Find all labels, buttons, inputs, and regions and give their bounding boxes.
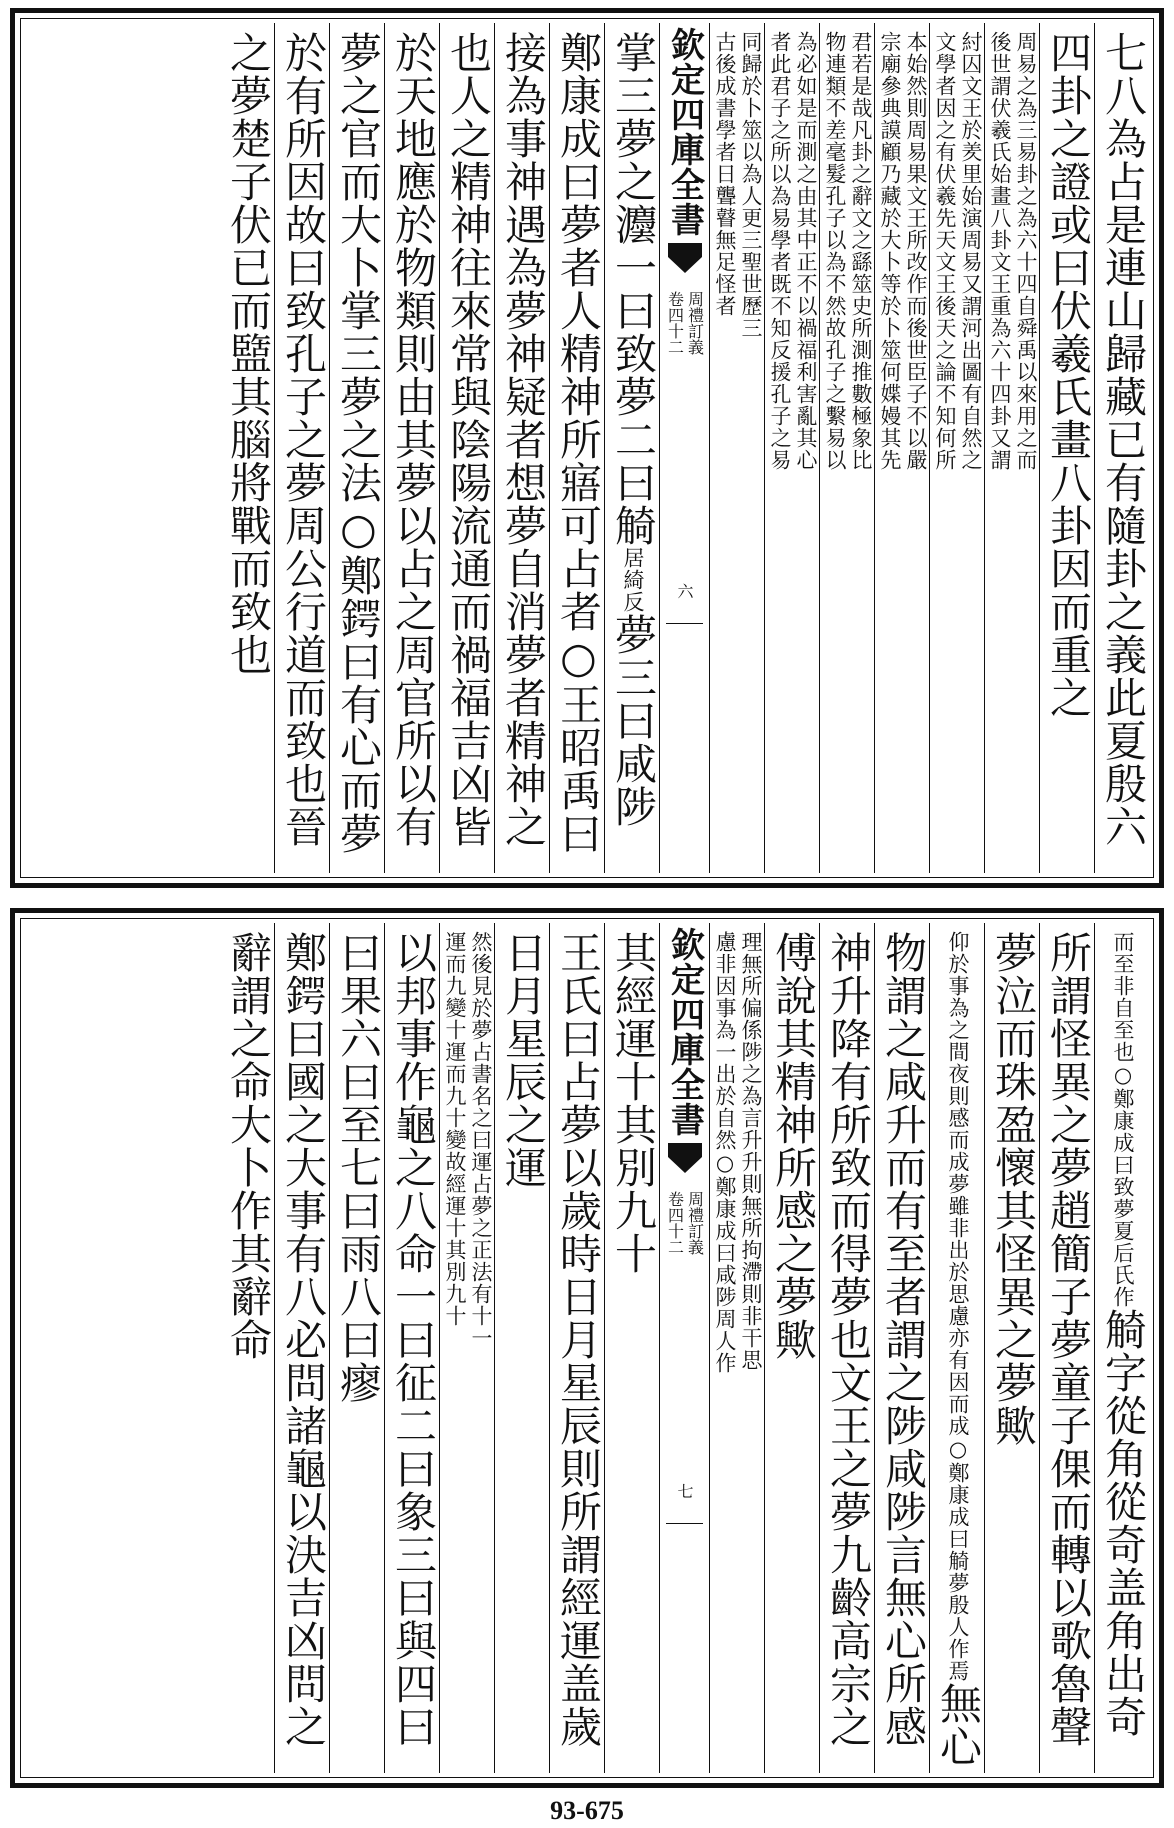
mixed-line (1095, 931, 1149, 1773)
main-text: 鄭鍔曰國之大事有八必問諸龜以決吉凶問之 (279, 931, 328, 1748)
main-text: 接為事神遇為夢神疑者想夢自消夢者精神之 (499, 31, 548, 848)
text-column (274, 23, 329, 873)
note-line: 古後成書學者日聾瞽無足怪者 (713, 31, 737, 317)
main-text: 觭字從角從奇盖角出奇 (1099, 1308, 1148, 1738)
volume-meta (666, 1191, 704, 1255)
note-line: 為必如是而測之由其中正不以禍福利害亂其心 (794, 31, 818, 471)
main-text: 之夢楚子伏已而盬其腦將戰而致也 (224, 31, 273, 676)
leaf-number: 七 (675, 1483, 694, 1499)
mixed-line (605, 31, 659, 828)
main-text: 掌三夢之灋一曰致夢二曰觭 (609, 31, 658, 547)
text-column (494, 23, 549, 873)
book-title: 欽定四庫全書 (664, 27, 705, 237)
bottom-page (10, 908, 1164, 1788)
note-line: 而至非自至也○鄭康 (1111, 931, 1135, 1132)
main-text: 神升降有所致而得夢也文王之夢九齡高宗之 (824, 931, 873, 1748)
note-line: 同歸於卜筮以為人更三聖世歷三 (739, 31, 763, 339)
volume-number: 卷四十二 (665, 291, 685, 355)
main-text: 於有所因故曰致孔子之夢周公行道而致也晉 (279, 31, 328, 848)
main-text: 夢三曰咸陟 (609, 613, 658, 828)
note-line: 成曰致夢夏后氏作 (1111, 1132, 1135, 1308)
text-column (1039, 923, 1094, 1773)
note-line: 紂囚文王於羑里始演周易又謂河出圖有自然之 (959, 31, 983, 471)
book-name: 周禮訂義 (685, 291, 705, 355)
main-text: 日月星辰之運 (499, 931, 548, 1189)
main-text: 王氏曰占夢以歲時日月星辰則所謂經運盖歲 (554, 931, 603, 1748)
text-column (709, 923, 764, 1773)
mixed-line (985, 931, 1039, 1773)
note-line: 慮非因事為一出於自然○鄭康成曰咸陟周人作 (713, 931, 737, 1374)
annotation-note (621, 547, 645, 613)
note-line: 者此君子之所以為易學者既不知反援孔子之易 (768, 31, 792, 471)
text-column (604, 923, 659, 1773)
note-line: 周易之為三易卦之為六十四自舜禹以來用之而 (1014, 31, 1038, 471)
annotation-note (946, 931, 970, 1682)
leaf-number: 六 (675, 583, 694, 599)
mixed-line (495, 931, 549, 1773)
text-column (1039, 23, 1094, 873)
volume-meta (666, 291, 704, 355)
note-line: 居綺 (621, 547, 645, 591)
text-column (929, 23, 984, 873)
note-line: 宗廟參典謨顧乃藏於大卜等於卜筮何媟嫚其先 (878, 31, 902, 471)
fish-tail-ornament (666, 1143, 704, 1183)
text-column (384, 23, 439, 873)
mixed-line (1040, 31, 1094, 873)
main-text: 以邦事作龜之八命一曰征二曰象三曰與四曰 (389, 931, 438, 1748)
text-column (549, 23, 604, 873)
note-line: 君若是哉凡卦之辭文之繇筮史所測推數極象比 (849, 31, 873, 471)
note-line: 文學者因之有伏羲先天文王後天之論不知何所 (933, 31, 957, 471)
main-text: 其經運十其別九十 (609, 931, 658, 1275)
text-column (219, 923, 274, 1773)
fish-tail-ornament (666, 243, 704, 283)
text-column (604, 23, 659, 873)
bottom-columns (25, 923, 1149, 1773)
main-text: 所謂怪異之夢趙簡子夢童子倮而轉以歌魯聲 (1044, 931, 1093, 1748)
text-column (764, 923, 819, 1773)
main-text: 傅說其精神所感之夢歟 (769, 931, 818, 1361)
text-column (984, 923, 1039, 1773)
note-line: 然後見於夢占書名之曰運占夢之正法有十一 (469, 931, 493, 1349)
main-text: 四卦之證或曰伏羲氏畫八卦因而重之 (1044, 31, 1093, 719)
main-text: 夢泣而珠盈懷其怪異之夢歟 (989, 931, 1038, 1447)
text-column (1094, 923, 1149, 1773)
main-text: 無心 (934, 1682, 983, 1768)
page-number: 93-675 (550, 1796, 624, 1825)
note-line: 理無所偏係陟之為言升升則無所拘滯則非干思 (739, 931, 763, 1371)
note-line: 物連類不差毫髮孔子以為不然故孔子之繫易以 (823, 31, 847, 471)
text-column (1094, 23, 1149, 873)
text-column (219, 23, 274, 873)
text-column (819, 23, 874, 873)
main-text: 也人之精神往來常與陰陽流通而禍福吉凶皆 (444, 31, 493, 848)
text-column (929, 923, 984, 1773)
note-line: 後世謂伏羲氏始畫八卦文王重為六十四卦又謂 (988, 31, 1012, 471)
note-line: 運而九變十運而九十變故經運十其別九十 (443, 931, 467, 1327)
main-text: 辭謂之命大卜作其辭命 (224, 931, 273, 1361)
mixed-line (930, 931, 984, 1773)
text-column (874, 923, 929, 1773)
top-page (10, 8, 1164, 888)
text-column (494, 923, 549, 1773)
center-column (659, 23, 709, 873)
text-column (439, 23, 494, 873)
text-column (764, 23, 819, 873)
center-rule (666, 623, 703, 624)
main-text: 鄭康成曰夢者人精神所寤可占者○王昭禹曰 (554, 31, 603, 855)
text-column (329, 23, 384, 873)
text-column (439, 923, 494, 1773)
text-column (549, 923, 604, 1773)
note-line: 仰於事為之間夜則感而成夢雖非出於思 (946, 931, 970, 1305)
annotation-note (1111, 931, 1135, 1308)
book-title: 欽定四庫全書 (664, 927, 705, 1137)
main-text: 物謂之咸升而有至者謂之陟咸陟言無心所感 (879, 931, 928, 1748)
main-text: 夢之官而大卜掌三夢之法○鄭鍔曰有心而夢 (334, 31, 383, 855)
center-rule (666, 1523, 703, 1524)
text-column (384, 923, 439, 1773)
text-column (709, 23, 764, 873)
note-line: 本始然則周易果文王所改作而後世臣子不以嚴 (904, 31, 928, 471)
main-text: 於天地應於物類則由其夢以占之周官所以有 (389, 31, 438, 848)
book-name: 周禮訂義 (685, 1191, 705, 1255)
note-line: 反 (621, 591, 645, 613)
mixed-line (765, 931, 819, 1773)
text-column (984, 23, 1039, 873)
text-column (874, 23, 929, 873)
note-line: 慮亦有因而成○鄭康成曰觭夢殷人作焉 (946, 1305, 970, 1682)
mixed-line (219, 31, 274, 873)
text-column (274, 923, 329, 1773)
text-column (819, 923, 874, 1773)
main-text: 七八為占是連山歸藏已有隨卦之義此夏殷六 (1099, 31, 1148, 848)
main-text: 曰果六曰至七曰雨八曰瘳 (334, 931, 383, 1404)
volume-number: 卷四十二 (665, 1191, 685, 1255)
top-columns (25, 23, 1149, 873)
text-column (329, 923, 384, 1773)
center-column (659, 923, 709, 1773)
